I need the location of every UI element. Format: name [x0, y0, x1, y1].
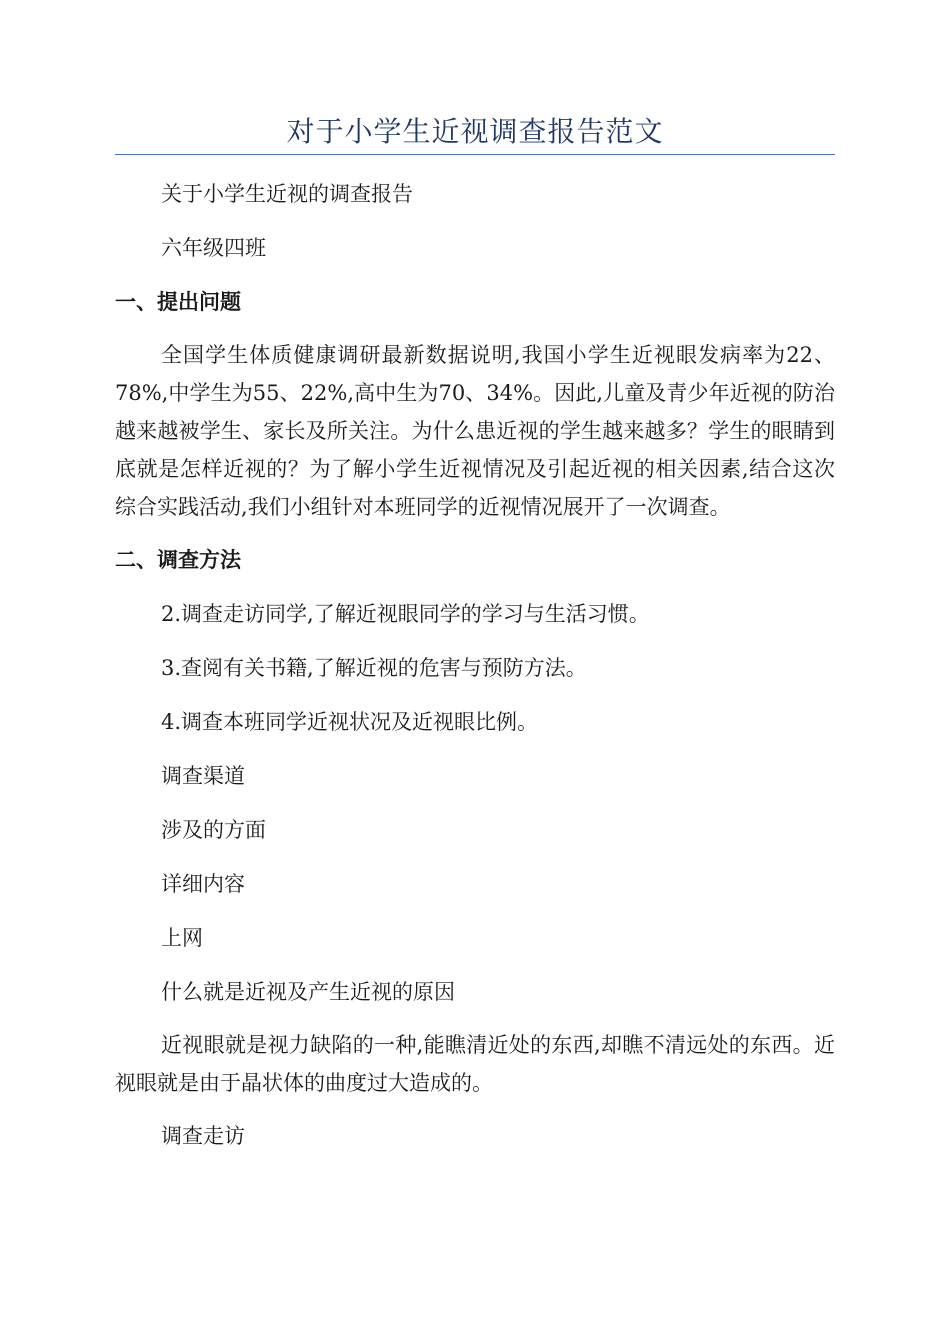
report-subtitle: 关于小学生近视的调查报告 [161, 182, 413, 206]
method-item: 4.调查本班同学近视状况及近视眼比例。 [161, 710, 539, 734]
document-title: 对于小学生近视调查报告范文 [286, 115, 664, 148]
table-line: 涉及的方面 [161, 818, 266, 842]
title-underline [115, 154, 835, 155]
table-line: 上网 [161, 926, 203, 950]
class-name: 六年级四班 [161, 236, 266, 260]
last-line: 调查走访 [161, 1124, 245, 1148]
detail-paragraph: 近视眼就是视力缺陷的一种,能瞧清近处的东西,却瞧不清远处的东西。近视眼就是由于晶状体的曲度过大造成的。 [115, 1033, 835, 1095]
section-heading-2: 二、调查方法 [115, 548, 241, 572]
table-line: 详细内容 [161, 872, 245, 896]
method-item: 2.调查走访同学,了解近视眼同学的学习与生活习惯。 [161, 602, 650, 626]
table-line: 调查渠道 [161, 764, 245, 788]
section-1-paragraph: 全国学生体质健康调研最新数据说明,我国小学生近视眼发病率为22、78%,中学生为55、22%,高中生为70、34%。因此,儿童及青少年近视的防治越来越被学生、家长及所关注。为什么患近视的学生越来越多？学生的眼睛到底就是怎样近视的？为了解小学生近视情况及引起近视的相关因素,结合这次综合实践活动,我们小组针对本班同学的近视情况展开了一次调查。 [115, 343, 835, 519]
method-item: 3.查阅有关书籍,了解近视的危害与预防方法。 [161, 656, 587, 680]
section-heading-1: 一、提出问题 [115, 290, 241, 314]
table-line: 什么就是近视及产生近视的原因 [161, 980, 455, 1004]
document-body [115, 174, 835, 1156]
